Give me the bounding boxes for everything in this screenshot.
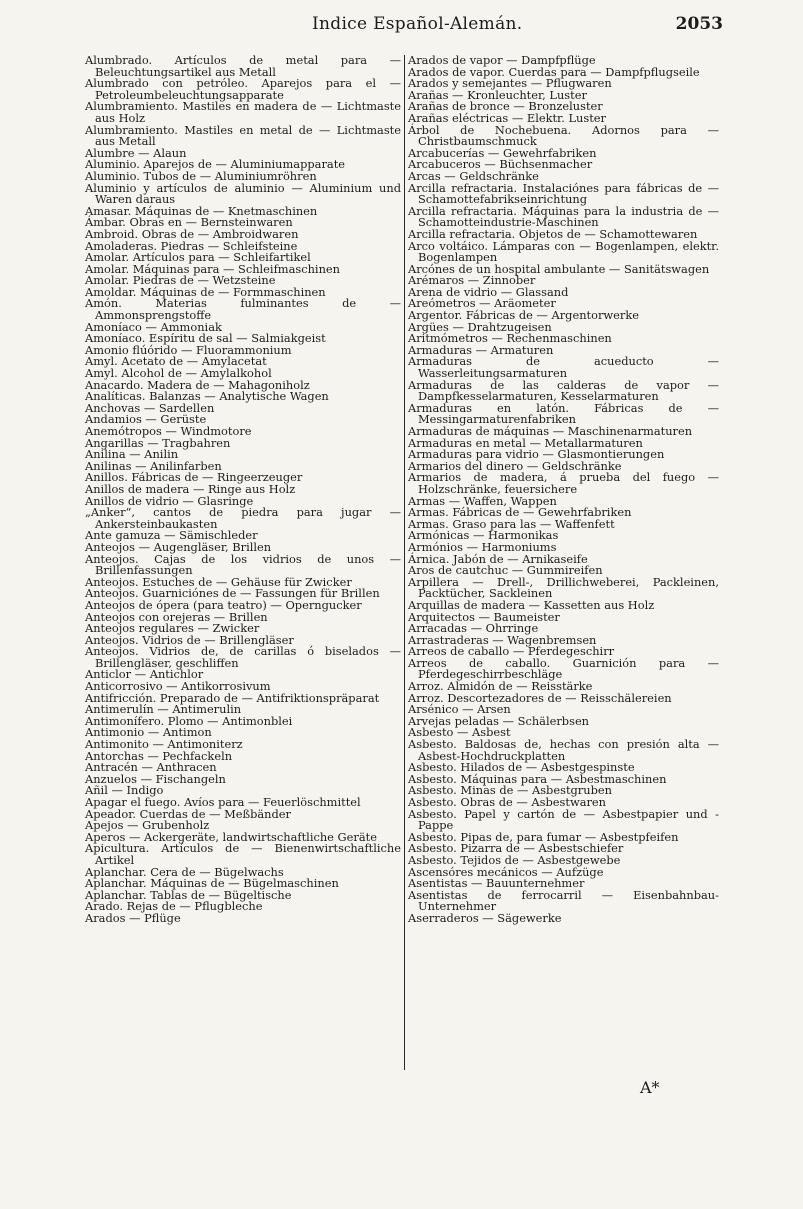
index-entry: Arrastraderas — Wagenbremsen bbox=[408, 632, 597, 647]
index-entry: Asbesto. Pipas de, para fumar — Asbestpfeifen bbox=[408, 829, 679, 844]
index-entry: Alumbrado. Artículos de metal para — Beleuchtungsartikel aus Metall bbox=[85, 53, 401, 79]
index-entry: Ante gamuza — Sämischleder bbox=[85, 528, 258, 543]
index-entry: Argentor. Fábricas de — Argentorwerke bbox=[408, 308, 640, 323]
left-column bbox=[85, 55, 401, 925]
index-entry: Anemótropos — Windmotore bbox=[85, 424, 252, 438]
index-entry: Asbesto. Tejidos de — Asbestgewebe bbox=[408, 852, 621, 867]
index-entry: Ambroid. Obras de — Ambroidwaren bbox=[85, 226, 299, 241]
index-entry: Arañas eléctricas — Elektr. Luster bbox=[408, 110, 606, 125]
index-entry: Amón. Materias fulminantes de — Ammonsprengstoffe bbox=[85, 296, 401, 323]
index-entry: Anillos. Fábricas de — Ringeerzeuger bbox=[85, 470, 303, 485]
index-entry: Armaduras para vidrio — Glasmontierungen bbox=[408, 447, 665, 462]
index-entry: Asbesto. Pizarra de — Asbestschiefer bbox=[408, 841, 624, 856]
index-entry: Ascensóres mecánicos — Aufzüge bbox=[408, 864, 604, 879]
index-entry: Antimonio — Antimon bbox=[85, 725, 212, 740]
index-entry: Arcónes de un hospital ambulante — Sanitätswagen bbox=[408, 261, 710, 276]
right-column bbox=[408, 55, 719, 925]
index-entry: Aluminio y artículos de aluminio — Aluminium und Waren daraus bbox=[85, 180, 401, 207]
index-entry: Armaduras de máquinas — Maschinenarmaturen bbox=[408, 424, 693, 438]
index-entry: Armas. Graso para las — Waffenfett bbox=[408, 516, 615, 531]
index-entry: Antimonito — Antimoniterz bbox=[85, 737, 243, 752]
index-entry: Armarios del dinero — Geldschränke bbox=[408, 458, 622, 473]
index-entry: Aperos — Ackergeräte, landwirtschaftliche Geräte bbox=[85, 829, 377, 844]
index-entry: Aplanchar. Máquinas de — Bügelmaschinen bbox=[85, 876, 339, 891]
index-entry: Añil — Indigo bbox=[85, 783, 164, 798]
index-entry: Aluminio. Aparejos de — Aluminiumapparate bbox=[85, 157, 346, 172]
index-entry: Armas — Waffen, Wappen bbox=[408, 493, 557, 508]
index-entry: Amoníaco — Ammoniak bbox=[85, 319, 222, 334]
index-entry: Armaduras en latón. Fábricas de — Messingarmaturenfabriken bbox=[408, 400, 719, 427]
index-entry: Anzuelos — Fischangeln bbox=[85, 771, 226, 786]
index-entry: Arados — Pflüge bbox=[85, 910, 181, 925]
index-entry: Anilinas — Anilinfarben bbox=[85, 458, 222, 473]
index-entry: Arcas — Geldschränke bbox=[408, 168, 539, 183]
index-entry: Aserraderos — Sägewerke bbox=[408, 910, 562, 925]
index-entry: Aritmómetros — Rechenmaschinen bbox=[408, 331, 612, 346]
index-entry: Anillos de vidrio — Glasringe bbox=[85, 493, 254, 508]
index-entry: Alumbrado con petróleo. Aparejos para el — Petroleumbeleuchtungsapparate bbox=[85, 76, 401, 102]
index-entry: Analíticas. Balanzas — Analytische Wagen bbox=[85, 389, 329, 404]
index-entry: Antracén — Anthracen bbox=[85, 760, 217, 775]
index-entry: Ámbar. Obras en — Bernsteinwaren bbox=[85, 215, 293, 230]
index-entry: Armarios de madera, á prueba del fuego — Holzschränke, feuersichere bbox=[408, 470, 719, 496]
index-entry: Anillos de madera — Ringe aus Holz bbox=[85, 481, 296, 496]
index-entry: Arados de vapor — Dampfpflüge bbox=[408, 53, 596, 67]
index-entry: Asbesto — Asbest bbox=[408, 725, 511, 740]
signature-mark: A* bbox=[640, 1078, 660, 1097]
index-entry: Árbol de Nochebuena. Adornos para — Christbaumschmuck bbox=[408, 122, 719, 149]
index-entry: Amolar. Piedras de — Wetzsteine bbox=[85, 273, 276, 288]
index-entry: Arreos de caballo. Guarnición para — Pferdegeschirrbeschläge bbox=[408, 655, 719, 682]
index-entry: Argües — Drahtzugeisen bbox=[408, 319, 552, 334]
index-entry: Anilina — Anilin bbox=[85, 447, 179, 462]
index-entry: Aplanchar. Cera de — Bügelwachs bbox=[85, 864, 284, 879]
index-entry: Amoladeras. Piedras — Schleifsteine bbox=[85, 238, 298, 253]
index-entry: Arquitectos — Baumeister bbox=[408, 609, 560, 624]
index-entry: Antorchas — Pechfackeln bbox=[85, 748, 233, 763]
index-entry: Árnica. Jabón de — Arnikaseife bbox=[408, 551, 588, 566]
index-entry: Arquillas de madera — Kassetten aus Holz bbox=[408, 597, 655, 612]
index-entry: Armaduras de las calderas de vapor — Dampfkesselarmaturen, Kesselarmaturen bbox=[408, 377, 719, 404]
index-entry: Amonio flúórido — Fluorammonium bbox=[85, 342, 292, 357]
index-entry: Arvejas peladas — Schälerbsen bbox=[408, 713, 590, 728]
index-entry: Arco voltáico. Lámparas con — Bogenlampen, elektr. Bogenlampen bbox=[408, 238, 719, 265]
index-entry: Anteojos. Guarniciónes de — Fassungen für Brillen bbox=[85, 586, 380, 601]
index-entry: Amoldar. Máquinas de — Formmaschinen bbox=[85, 284, 326, 299]
index-entry: Anteojos con orejeras — Brillen bbox=[85, 609, 268, 624]
index-entry: Apagar el fuego. Avíos para — Feuerlöschmittel bbox=[85, 795, 361, 809]
index-entry: Armas. Fábricas de — Gewehrfabriken bbox=[408, 505, 632, 520]
index-entry: Amoníaco. Espíritu de sal — Salmiakgeist bbox=[85, 331, 326, 346]
index-entry: Asbesto. Minas de — Asbestgruben bbox=[408, 783, 612, 798]
index-entry: Armaduras en metal — Metallarmaturen bbox=[408, 435, 643, 450]
index-entry: Arañas de bronce — Bronzeluster bbox=[408, 99, 603, 114]
page-header bbox=[0, 14, 803, 38]
index-entry: Arroz. Descortezadores de — Reisschälereien bbox=[408, 690, 672, 705]
index-entry: Anteojos regulares — Zwicker bbox=[85, 621, 260, 636]
index-entry: Anteojos. Estuches de — Gehäuse für Zwicker bbox=[85, 574, 352, 589]
index-entry: Aplanchar. Tablas de — Bügeltische bbox=[85, 887, 292, 902]
index-entry: Arreos de caballo — Pferdegeschirr bbox=[408, 644, 615, 659]
index-entry: Arsénico — Arsen bbox=[408, 702, 511, 717]
index-entry: Apejos — Grubenholz bbox=[85, 818, 210, 833]
index-entry: Anticorrosivo — Antikorrosivum bbox=[85, 679, 271, 694]
column-divider bbox=[404, 55, 405, 1070]
index-entry: Areómetros — Aräometer bbox=[408, 296, 556, 311]
index-entry: Arcabucerías — Gewehrfabriken bbox=[408, 145, 597, 160]
index-entry: Angarillas — Tragbahren bbox=[85, 435, 231, 450]
index-entry: Arcilla refractaria. Máquinas para la industria de — Schamotteindustrie-Maschinen bbox=[408, 203, 719, 230]
index-entry: Amyl. Acetato de — Amylacetat bbox=[85, 354, 267, 369]
index-entry: Anteojos — Augengläser, Brillen bbox=[85, 539, 272, 554]
index-entry: Alumbramiento. Mastiles en metal de — Lichtmaste aus Metall bbox=[85, 122, 401, 149]
index-entry: Asentistas — Bauunternehmer bbox=[408, 876, 585, 891]
index-entry: Apeador. Cuerdas de — Meßbänder bbox=[85, 806, 291, 821]
index-entry: Anchovas — Sardellen bbox=[85, 400, 215, 415]
index-entry: Anticlor — Antichlor bbox=[85, 667, 204, 682]
index-entry: Arados y semejantes — Pflugwaren bbox=[408, 76, 612, 91]
index-entry: Armaduras de acueducto — Wasserleitungsarmaturen bbox=[408, 354, 719, 381]
index-entry: Asbesto. Obras de — Asbestwaren bbox=[408, 795, 607, 809]
index-entry: Arcilla refractaria. Instalaciónes para fábricas de — Schamottefabrikseinrichtung bbox=[408, 180, 719, 207]
index-entry: Asbesto. Máquinas para — Asbestmaschinen bbox=[408, 771, 667, 786]
index-entry: Armaduras — Armaturen bbox=[408, 342, 554, 357]
index-entry: Asbesto. Papel y cartón de — Asbestpapier und -Pappe bbox=[408, 806, 719, 833]
index-entry: Asbesto. Baldosas de, hechas con presión alta — Asbest-Hochdruckplatten bbox=[408, 737, 719, 763]
index-entry: Arado. Rejas de — Pflugbleche bbox=[85, 899, 263, 914]
index-entry: Amasar. Máquinas de — Knetmaschinen bbox=[85, 203, 318, 218]
index-entry: Arpillera — Drell-, Drillichweberei, Packleinen, Packtücher, Sackleinen bbox=[408, 574, 719, 601]
index-entry: Amyl. Alcohol de — Amylalkohol bbox=[85, 366, 272, 381]
index-entry: Anteojos. Vidrios de, de carillas ó biselados — Brillengläser, geschliffen bbox=[85, 644, 401, 670]
index-entry: Asentistas de ferrocarril — Eisenbahnbau-Unternehmer bbox=[408, 887, 719, 914]
index-entry: Asbesto. Hilados de — Asbestgespinste bbox=[408, 760, 635, 775]
page-number: 2053 bbox=[675, 14, 723, 34]
index-entry: Andamios — Gerüste bbox=[85, 412, 207, 427]
index-entry: Anteojos de ópera (para teatro) — Operngucker bbox=[85, 597, 362, 612]
index-entry: „Anker“, cantos de piedra para jugar — Ankersteinbaukasten bbox=[85, 505, 401, 531]
index-entry: Armónicas — Harmonikas bbox=[408, 528, 559, 543]
index-entry: Antimonífero. Plomo — Antimonblei bbox=[85, 713, 293, 728]
index-entry: Arena de vidrio — Glassand bbox=[408, 284, 569, 299]
index-entry: Arcabuceros — Büchsenmacher bbox=[408, 157, 593, 172]
index-entry: Amolar. Máquinas para — Schleifmaschinen bbox=[85, 261, 340, 276]
index-entry: Arcilla refractaria. Objetos de — Schamottewaren bbox=[408, 226, 698, 241]
index-entry: Alumbre — Alaun bbox=[85, 145, 187, 160]
index-entry: Aros de cautchuc — Gummireifen bbox=[408, 563, 603, 578]
index-entry: Anteojos. Vidrios de — Brillengläser bbox=[85, 632, 294, 647]
index-entry: Armónios — Harmoniums bbox=[408, 539, 557, 554]
index-entry: Anacardo. Madera de — Mahagoniholz bbox=[85, 377, 310, 392]
index-entry: Amolar. Artículos para — Schleifartikel bbox=[85, 250, 311, 265]
index-entry: Arroz. Almidón de — Reisstärke bbox=[408, 679, 593, 694]
index-entry: Antimerulín — Antimerulin bbox=[85, 702, 242, 717]
index-entry: Alumbramiento. Mastiles en madera de — Lichtmaste aus Holz bbox=[85, 99, 401, 125]
index-entry: Arémaros — Zinnober bbox=[408, 273, 536, 288]
page-title: Indice Español-Alemán. bbox=[312, 14, 523, 34]
index-entry: Antifricción. Preparado de — Antifriktionspräparat bbox=[85, 690, 380, 705]
index-entry: Arados de vapor. Cuerdas para — Dampfpflugseile bbox=[408, 64, 700, 79]
index-entry: Apicultura. Artículos de — Bienenwirtschaftliche Artikel bbox=[85, 841, 401, 867]
index-entry: Anteojos. Cajas de los vidrios de unos — Brillenfassungen bbox=[85, 551, 401, 578]
index-entry: Arañas — Kronleuchter, Luster bbox=[408, 87, 587, 102]
index-entry: Aluminio. Tubos de — Aluminiumröhren bbox=[85, 168, 317, 183]
index-entry: Arracadas — Ohrringe bbox=[408, 621, 539, 636]
